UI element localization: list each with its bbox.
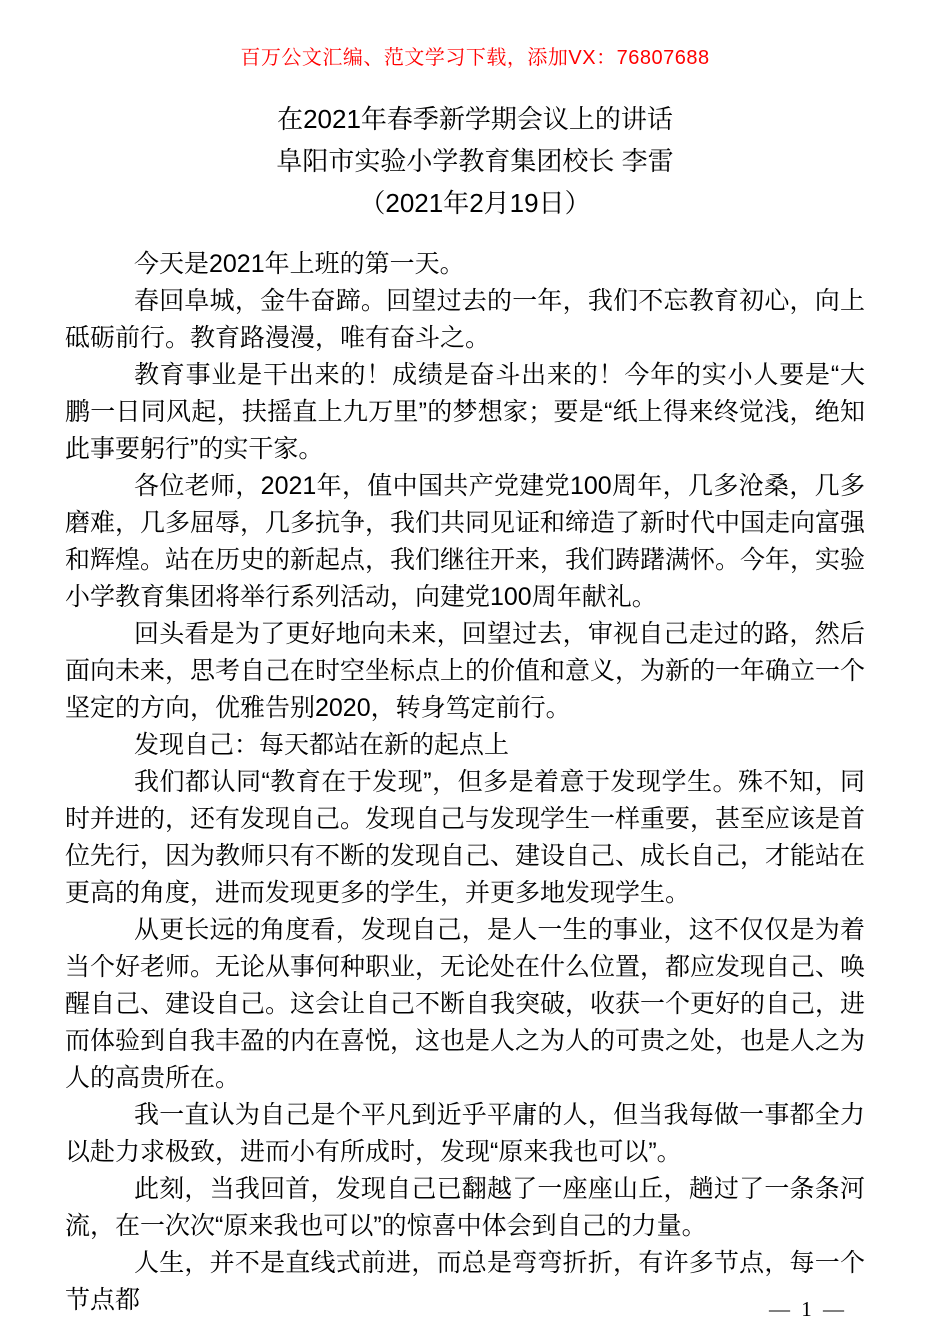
promo-notice: 百万公文汇编、范文学习下载，添加VX：76807688 [240,47,710,69]
paragraph: 我一直认为自己是个平凡到近乎平庸的人，但当我每做一事都全力以赴力求极致，进而小有所成时，发现“原来我也可以”。 [65,1101,865,1166]
paragraph: 发现自己：每天都站在新的起点上 [134,731,510,759]
paragraph: 春回阜城，金牛奋蹄。回望过去的一年，我们不忘教育初心，向上砥砺前行。教育路漫漫，唯有奋斗之。 [65,287,865,352]
paragraph: 教育事业是干出来的！成绩是奋斗出来的！今年的实小人要是“大鹏一日同风起，扶摇直上九万里”的梦想家；要是“纸上得来终觉浅，绝知此事要躬行”的实干家。 [65,361,865,463]
paragraph: 今天是2021年上班的第一天。 [134,250,465,278]
page-number: — 1 — [769,1297,847,1321]
document-body [0,246,950,1319]
title-block [0,98,950,224]
paragraph: 我们都认同“教育在于发现”，但多是着意于发现学生。殊不知，同时并进的，还有发现自己。发现自己与发现学生一样重要，甚至应该是首位先行，因为教师只有不断的发现自己、建设自己、成长自己，才能站在更高的角度，进而发现更多的学生，并更多地发现学生。 [65,768,866,907]
paragraph: 从更长远的角度看，发现自己，是人一生的事业，这不仅仅是为着当个好老师。无论从事何种职业，无论处在什么位置，都应发现自己、唤醒自己、建设自己。这会让自己不断自我突破，收获一个更好的自己，进而体验到自我丰盈的内在喜悦，这也是人之为人的可贵之处，也是人之为人的高贵所在。 [65,916,866,1092]
paragraph: 各位老师，2021年，值中国共产党建党100周年，几多沧桑，几多磨难，几多屈辱，几多抗争，我们共同见证和缔造了新时代中国走向富强和辉煌。站在历史的新起点，我们继往开来，我们踌躇满怀。今年，实验小学教育集团将举行系列活动，向建党100周年献礼。 [65,472,866,611]
paragraph: 回头看是为了更好地向未来，回望过去，审视自己走过的路，然后面向未来，思考自己在时空坐标点上的价值和意义，为新的一年确立一个坚定的方向，优雅告别2020，转身笃定前行。 [65,620,866,722]
document-title: 在2021年春季新学期会议上的讲话 [277,104,673,134]
date-line: （2021年2月19日） [359,188,591,218]
author-line: 阜阳市实验小学教育集团校长 李雷 [276,146,674,176]
paragraph: 此刻，当我回首，发现自己已翻越了一座座山丘，趟过了一条条河流，在一次次“原来我也可以”的惊喜中体会到自己的力量。 [65,1175,865,1240]
paragraph: 人生，并不是直线式前进，而总是弯弯折折，有许多节点，每一个节点都 [65,1249,865,1314]
